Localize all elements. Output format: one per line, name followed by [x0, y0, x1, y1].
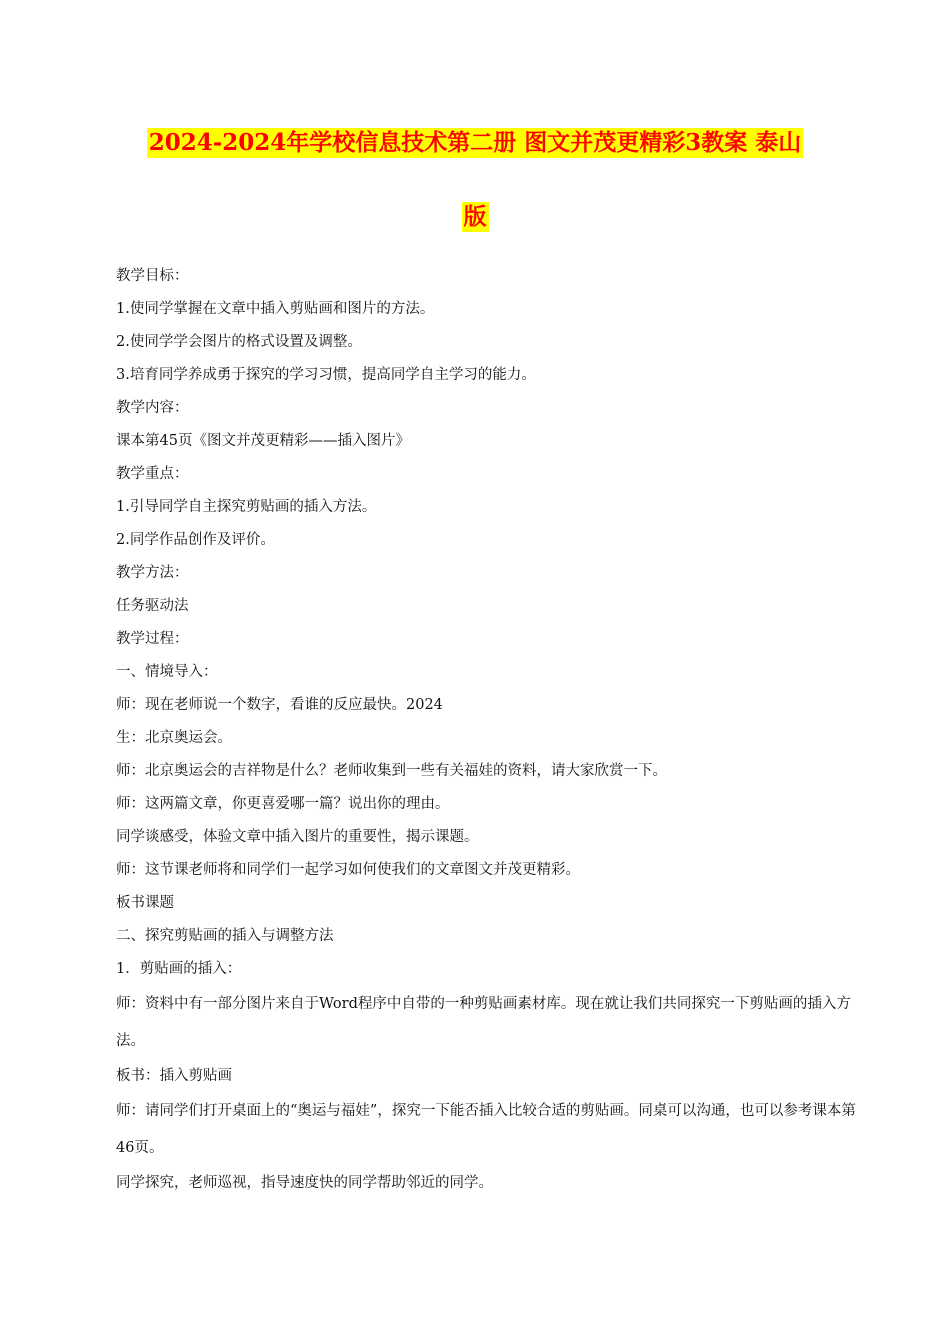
paragraph: 2.同学作品创作及评价。 — [116, 532, 275, 548]
paragraph: 同学探究，老师巡视，指导速度快的同学帮助邻近的同学。 — [116, 1175, 493, 1191]
paragraph: 课本第45页《图文并茂更精彩——插入图片》 — [116, 433, 410, 449]
document-title — [0, 128, 950, 232]
paragraph: 师：这节课老师将和同学们一起学习如何使我们的文章图文并茂更精彩。 — [116, 862, 580, 878]
paragraph: 板书：插入剪贴画 — [116, 1068, 232, 1084]
paragraph: 1．剪贴画的插入： — [116, 961, 242, 977]
paragraph-objectives-heading: 教学目标： — [116, 268, 189, 284]
paragraph: 二、探究剪贴画的插入与调整方法 — [116, 928, 334, 944]
paragraph: 师：这两篇文章，你更喜爱哪一篇？说出你的理由。 — [116, 796, 450, 812]
paragraph: 师：北京奥运会的吉祥物是什么？老师收集到一些有关福娃的资料，请大家欣赏一下。 — [116, 763, 667, 779]
title-line-2: 版 — [463, 203, 487, 230]
paragraph: 同学谈感受，体验文章中插入图片的重要性，揭示课题。 — [116, 829, 479, 845]
paragraph-method-heading: 教学方法： — [116, 565, 189, 581]
paragraph: 2.使同学学会图片的格式设置及调整。 — [116, 334, 362, 350]
paragraph-content-heading: 教学内容： — [116, 400, 189, 416]
paragraph: 1.引导同学自主探究剪贴画的插入方法。 — [116, 499, 377, 515]
paragraph: 1.使同学掌握在文章中插入剪贴画和图片的方法。 — [116, 301, 435, 317]
paragraph: 一、情境导入： — [116, 664, 218, 680]
paragraph-focus-heading: 教学重点： — [116, 466, 189, 482]
paragraph: 师：请同学们打开桌面上的“奥运与福娃”，探究一下能否插入比较合适的剪贴画。同桌可以沟通，也可以参考课本第46页。 — [116, 1103, 856, 1156]
paragraph: 生：北京奥运会。 — [116, 730, 232, 746]
title-line-1: 2024-2024年学校信息技术第二册 图文并茂更精彩3教案 泰山 — [148, 129, 802, 156]
paragraph: 师：现在老师说一个数字，看谁的反应最快。2024 — [116, 697, 443, 713]
paragraph: 3.培育同学养成勇于探究的学习习惯，提高同学自主学习的能力。 — [116, 367, 536, 383]
paragraph-process-heading: 教学过程： — [116, 631, 189, 647]
paragraph: 师：资料中有一部分图片来自于Word程序中自带的一种剪贴画素材库。现在就让我们共同探究一下剪贴画的插入方法。 — [116, 996, 851, 1049]
document-body — [116, 260, 856, 1200]
paragraph: 任务驱动法 — [116, 598, 189, 614]
paragraph: 板书课题 — [116, 895, 174, 911]
